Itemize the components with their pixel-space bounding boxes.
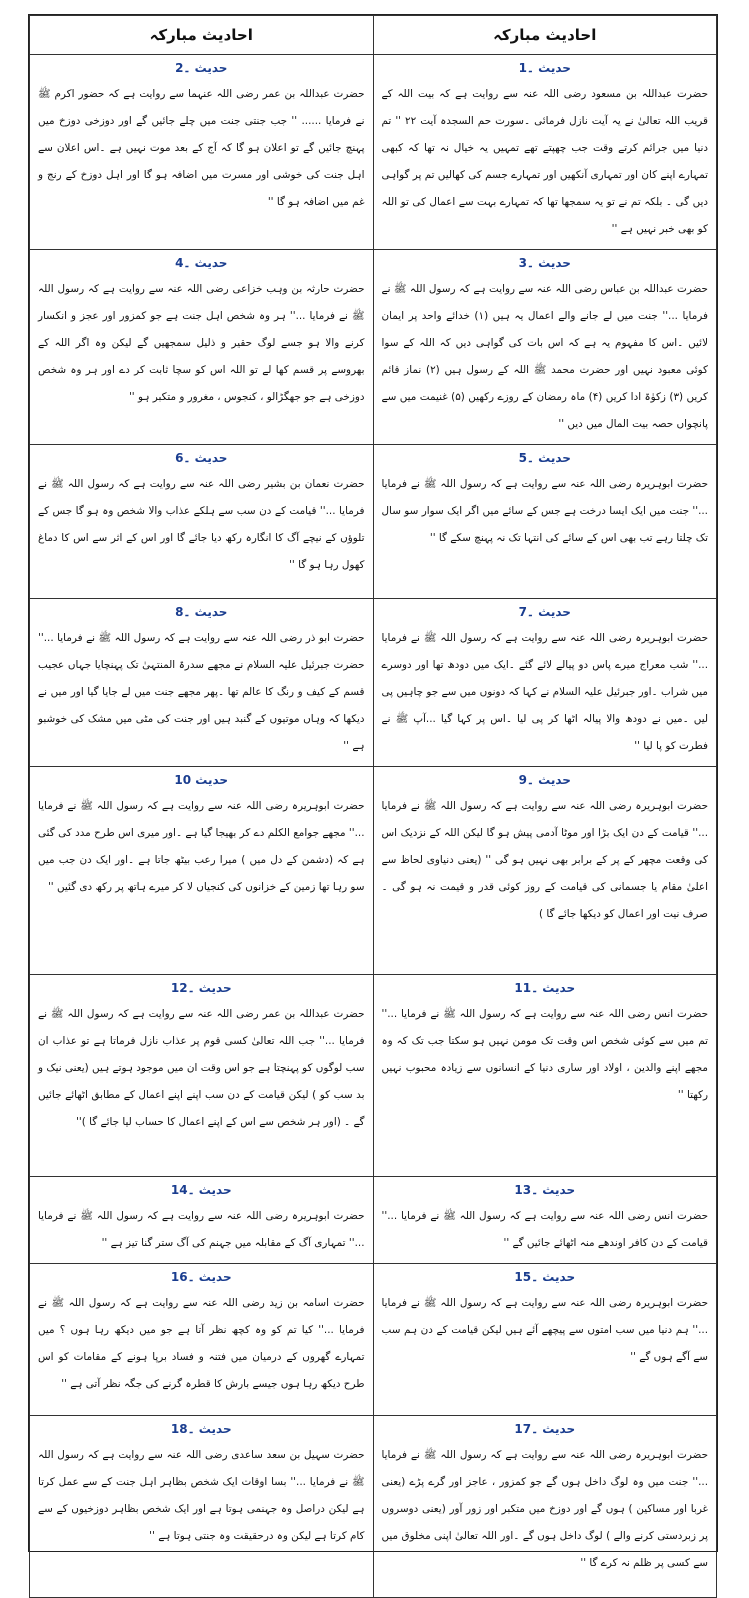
hadith-cell xyxy=(373,1416,717,1598)
hadith-row xyxy=(30,767,717,975)
header-right: احادیث مبارکہ xyxy=(373,16,717,55)
hadith-cell xyxy=(30,55,374,250)
hadith-text: حضرت ابوہریرہ رضی اللہ عنہ سے روایت ہے کہ رسول اللہ ﷺ نے فرمایا ...'' مجھے جوامع الکلم دے کر بھیجا گیا ہے ۔اور میری اس طرح مدد کی گئی ہے کہ (دشمن کے دل میں ) میرا رعب بیٹھ جاتا ہے ۔اور ایک دن جب میں سو رہا تھا زمین کے خزانوں کی کنجیاں لا کر میرے ہاتھ پر رکھ دی گئیں '' xyxy=(38,800,365,893)
hadith-text: حضرت حارثہ بن وہب خزاعی رضی اللہ عنہ سے روایت ہے کہ رسول اللہ ﷺ نے فرمایا ...'' ہر وہ شخص اہل جنت ہے جو کمزور اور عجز و انکسار کرنے والا ہو جسے لوگ حقیر و ذلیل سمجھیں گے لیکن وہ اگر اللہ کے بھروسے پر قسم کھا لے تو اللہ اس کو سچا ثابت کر دے اور ہر وہ شخص دوزخی ہے جو جھگڑالو ، کنجوس ، مغرور و متکبر ہو '' xyxy=(38,283,365,403)
hadith-text: حضرت ابوہریرہ رضی اللہ عنہ سے روایت ہے کہ رسول اللہ ﷺ نے فرمایا ...'' تمہاری آگ کے مقابلہ میں جہنم کی آگ ستر گنا تیز ہے '' xyxy=(38,1210,365,1249)
hadith-number: حدیث ۔18 xyxy=(170,1422,232,1436)
hadith-row xyxy=(30,1177,717,1264)
hadith-text: حضرت عبداللہ بن عباس رضی اللہ عنہ سے روایت ہے کہ رسول اللہ ﷺ نے فرمایا ...'' جنت میں لے جانے والے اعمال یہ ہیں (۱) خدائے واحد پر ایمان لائیں ۔اس کا مفہوم یہ ہے کہ اس بات کی گواہی دیں کہ اللہ کے سوا کوئی معبود نہیں اور حضرت محمد ﷺ اللہ کے رسول ہیں (۲) نماز قائم کریں (۳) زکوٰۃ ادا کریں (۴) ماہ رمضان کے روزے رکھیں (۵) غنیمت میں سے پانچواں حصہ بیت المال میں دیں '' xyxy=(381,283,708,430)
hadith-row xyxy=(30,1264,717,1416)
hadith-text: حضرت ابوہریرہ رضی اللہ عنہ سے روایت ہے کہ رسول اللہ ﷺ نے فرمایا ...'' ہم دنیا میں سب امتوں سے پیچھے آئے ہیں لیکن قیامت کے دن ہم سب سے آگے ہوں گے '' xyxy=(381,1297,708,1363)
hadith-number: حدیث 10 xyxy=(174,773,229,787)
hadith-text: حضرت ابوہریرہ رضی اللہ عنہ سے روایت ہے کہ رسول اللہ ﷺ نے فرمایا ...'' جنت میں وہ لوگ داخل ہوں گے جو کمزور ، عاجز اور گرے پڑے (یعنی غربا اور مساکین ) ہوں گے اور دوزخ میں متکبر اور زور آور (یعنی دوسروں پر زبردستی کرنے والے ) لوگ داخل ہوں گے ۔اور اللہ تعالیٰ اپنی مخلوق میں سے کسی پر ظلم نہ کرے گا '' xyxy=(381,1449,708,1569)
hadith-row xyxy=(30,55,717,250)
hadith-cell xyxy=(30,1264,374,1416)
hadith-number: حدیث ۔15 xyxy=(514,1270,576,1284)
hadith-number: حدیث ۔17 xyxy=(514,1422,576,1436)
hadith-cell xyxy=(373,445,717,599)
hadith-number: حدیث ۔4 xyxy=(175,256,228,270)
hadith-number: حدیث ۔14 xyxy=(170,1183,232,1197)
hadith-text: حضرت ابو ذر رضی اللہ عنہ سے روایت ہے کہ رسول اللہ ﷺ نے فرمایا ...'' حضرت جبرئیل علیہ السلام نے مجھے سدرۃ المنتہیٰ تک پہنچایا جہاں عجیب قسم کے کیف و رنگ کا عالم تھا ۔پھر مجھے جنت میں لے جایا گیا اور میں نے دیکھا کہ وہاں موتیوں کے گنبد ہیں اور جنت کی مٹی میں مشک کی خوشبو ہے '' xyxy=(38,632,365,752)
hadith-cell xyxy=(373,975,717,1177)
header-left: احادیث مبارکہ xyxy=(30,16,374,55)
hadith-row xyxy=(30,975,717,1177)
hadith-number: حدیث ۔11 xyxy=(514,981,576,995)
header-row xyxy=(30,16,717,55)
hadith-text: حضرت انس رضی اللہ عنہ سے روایت ہے کہ رسول اللہ ﷺ نے فرمایا ...'' تم میں سے کوئی شخص اس وقت تک مومن نہیں ہو سکتا جب تک کہ وہ مجھے اپنے والدین ، اولاد اور ساری دنیا کے انسانوں سے زیادہ محبوب نہیں رکھتا '' xyxy=(381,1008,708,1101)
hadith-text: حضرت ابوہریرہ رضی اللہ عنہ سے روایت ہے کہ رسول اللہ ﷺ نے فرمایا ...'' شب معراج میرے پاس دو پیالے لائے گئے ۔ایک میں دودھ تھا اور دوسرے میں شراب ۔اور جبرئیل علیہ السلام نے کہا کہ دونوں میں سے جو چاہیں پی لیں ۔میں نے دودھ والا پیالہ اٹھا کر پی لیا ۔اس پر کہا گیا ...آپ ﷺ نے فطرت کو پا لیا '' xyxy=(381,632,708,752)
hadith-text: حضرت سہیل بن سعد ساعدی رضی اللہ عنہ سے روایت ہے کہ رسول اللہ ﷺ نے فرمایا ...'' بسا اوقات ایک شخص بظاہر اہل جنت کے سے عمل کرتا ہے لیکن دراصل وہ جہنمی ہوتا ہے اور ایک شخص بظاہر دوزخیوں کے سے کام کرتا ہے لیکن وہ درحقیقت وہ جنتی ہوتا ہے '' xyxy=(38,1449,365,1542)
hadith-cell xyxy=(373,55,717,250)
hadith-number: حدیث ۔6 xyxy=(175,451,228,465)
hadith-cell xyxy=(30,250,374,445)
hadith-document xyxy=(28,14,718,1569)
hadith-cell xyxy=(30,975,374,1177)
hadith-text: حضرت عبداللہ بن مسعود رضی اللہ عنہ سے روایت ہے کہ بیت اللہ کے قریب اللہ تعالیٰ نے یہ آیت نازل فرمائی ۔سورت حم السجدہ آیت ۲۲ '' تم دنیا میں جرائم کرتے وقت جب چھپتے تھے تمہیں یہ خیال نہ تھا کہ کبھی تمہارے اپنے کان اور تمہاری آنکھیں اور تمہارے جسم کی کھالیں تم پر گواہی دیں گی ۔ بلکہ تم نے تو یہ سمجھا تھا کہ تمہارے بہت سے اعمال کی تو اللہ کو بھی خبر نہیں ہے '' xyxy=(381,88,708,235)
hadith-number: حدیث ۔16 xyxy=(170,1270,232,1284)
hadith-number: حدیث ۔13 xyxy=(514,1183,576,1197)
hadith-number: حدیث ۔9 xyxy=(518,773,571,787)
hadith-row xyxy=(30,250,717,445)
hadith-text: حضرت اسامہ بن زید رضی اللہ عنہ سے روایت ہے کہ رسول اللہ ﷺ نے فرمایا ...'' کیا تم کو وہ کچھ نظر آتا ہے جو میں دیکھ رہا ہوں ؟ میں تمہارے گھروں کے درمیان میں فتنہ و فساد برپا ہونے کے مقامات کو اس طرح دیکھ رہا ہوں جیسے بارش کا قطرہ گرنے کی جگہ نظر آتی ہے '' xyxy=(38,1297,365,1390)
hadith-cell xyxy=(30,767,374,975)
hadith-cell xyxy=(373,1177,717,1264)
hadith-row xyxy=(30,445,717,599)
hadith-row xyxy=(30,1416,717,1598)
hadith-text: حضرت عبداللہ بن عمر رضی اللہ عنہما سے روایت ہے کہ حضور اکرم ﷺ نے فرمایا ...... '' جب جنتی جنت میں چلے جائیں گے اور دوزخی دوزخ میں پہنچ جائیں گے تو اعلان ہو گا کہ آج کے بعد موت نہیں ہے ۔اس اعلان سے اہل جنت کی خوشی اور مسرت میں اضافہ ہو گا اور اہل دوزخ کے رنج و غم میں اضافہ ہو گا '' xyxy=(38,88,365,208)
hadith-number: حدیث ۔7 xyxy=(518,605,571,619)
hadith-cell xyxy=(30,1416,374,1598)
hadith-number: حدیث ۔12 xyxy=(170,981,232,995)
hadith-cell xyxy=(373,599,717,767)
hadith-text: حضرت عبداللہ بن عمر رضی اللہ عنہ سے روایت ہے کہ رسول اللہ ﷺ نے فرمایا ...'' جب اللہ تعالیٰ کسی قوم پر عذاب نازل فرماتا ہے تو عذاب ان سب لوگوں کو پہنچتا ہے جو اس وقت ان میں موجود ہوتے ہیں (یعنی نیک و بد سب کو ) لیکن قیامت کے دن سب اپنے اپنے اعمال کے مطابق اٹھائے جائیں گے ۔ (اور ہر شخص سے اس کے اپنے اعمال کا حساب لیا جائے گا )'' xyxy=(38,1008,365,1128)
hadith-table xyxy=(29,15,717,1598)
hadith-row xyxy=(30,599,717,767)
hadith-number: حدیث ۔8 xyxy=(175,605,228,619)
hadith-number: حدیث ۔3 xyxy=(518,256,571,270)
hadith-text: حضرت انس رضی اللہ عنہ سے روایت ہے کہ رسول اللہ ﷺ نے فرمایا ...'' قیامت کے دن کافر اوندھے منہ اٹھائے جائیں گے '' xyxy=(381,1210,708,1249)
hadith-text: حضرت ابوہریرہ رضی اللہ عنہ سے روایت ہے کہ رسول اللہ ﷺ نے فرمایا ...'' قیامت کے دن ایک بڑا اور موٹا آدمی پیش ہو گا لیکن اللہ کے نزدیک اس کی وقعت مچھر کے پر کے برابر بھی نہیں ہو گی '' (یعنی دنیاوی لحاظ سے اعلیٰ مقام یا جسمانی کی قیامت کے روز کوئی قدر و قیمت نہ ہو گی ۔صرف نیت اور اعمال کو دیکھا جائے گا ) xyxy=(381,800,708,920)
hadith-cell xyxy=(30,599,374,767)
hadith-number: حدیث ۔1 xyxy=(518,61,571,75)
hadith-number: حدیث ۔2 xyxy=(175,61,228,75)
hadith-text: حضرت نعمان بن بشیر رضی اللہ عنہ سے روایت ہے کہ رسول اللہ ﷺ نے فرمایا ...'' قیامت کے دن سب سے ہلکے عذاب والا شخص وہ ہو گا جس کے تلوؤں کے نیچے آگ کا انگارہ رکھ دیا جائے گا اور اس کے اثر سے اس کا دماغ کھول رہا ہو گا '' xyxy=(38,478,365,571)
hadith-cell xyxy=(373,767,717,975)
hadith-cell xyxy=(373,250,717,445)
hadith-text: حضرت ابوہریرہ رضی اللہ عنہ سے روایت ہے کہ رسول اللہ ﷺ نے فرمایا ...'' جنت میں ایک ایسا درخت ہے جس کے سائے میں اگر ایک سوار سو سال تک چلتا رہے تب بھی اس کے سائے کی انتہا تک نہ پہنچ سکے گا '' xyxy=(381,478,708,544)
hadith-cell xyxy=(30,445,374,599)
hadith-cell xyxy=(30,1177,374,1264)
hadith-number: حدیث ۔5 xyxy=(518,451,571,465)
hadith-cell xyxy=(373,1264,717,1416)
